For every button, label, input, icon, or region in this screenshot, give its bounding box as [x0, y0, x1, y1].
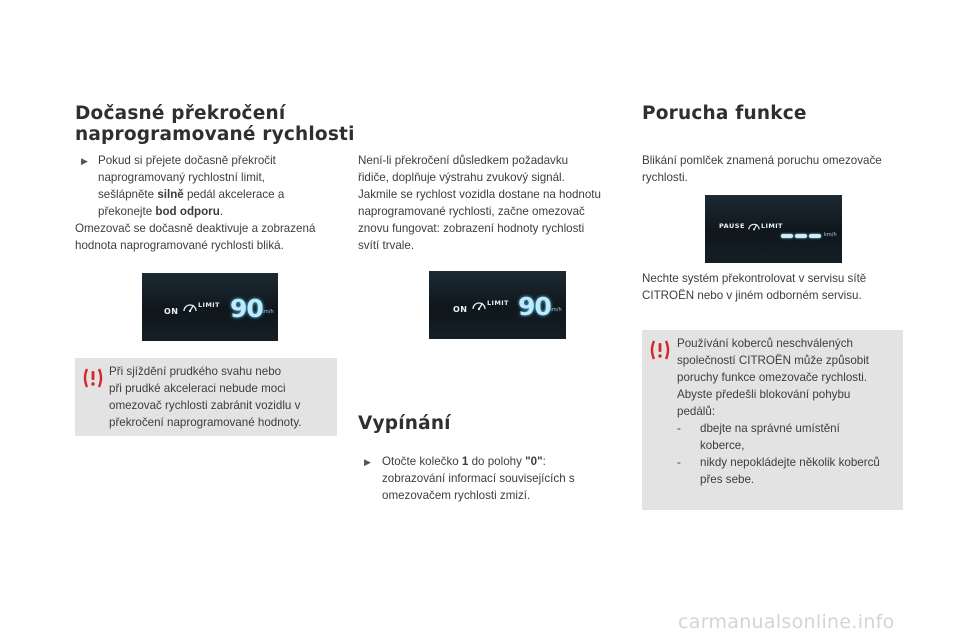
display-limit: LIMIT [487, 299, 509, 307]
display-limit: LIMIT [198, 301, 220, 309]
speed-limiter-icon [471, 298, 487, 312]
middle-bullet-text: Otočte kolečko 1 do polohy "0": zobrazování informací souvisejících s omezovačem rychlosti zmizí. [382, 455, 575, 502]
display-mode: ON [164, 307, 179, 316]
arrow-bullet-icon: ▶︎ [81, 156, 88, 166]
blinking-dash [795, 234, 807, 238]
display-mode: ON [453, 305, 468, 314]
display-speed: 90 [230, 294, 263, 323]
warning-text-left: Při sjíždění prudkého svahu nebo při prudké akceleraci nebude moci omezovač rychlosti zabránit vozidlu v překročení naprogramované hodnoty. [109, 365, 302, 429]
title-line: naprogramované rychlosti [75, 124, 355, 145]
warning-list-item: - nikdy nepokládejte několik koberců přes sebe. [677, 456, 880, 486]
warning-text-right: Používání koberců neschválených společností CITROËN může způsobit poruchy funkce omezovače rychlosti. Abyste předešli blokování pohybu pedálů: [677, 337, 870, 418]
warning-panel-right [642, 330, 903, 510]
exclamation-warning-icon [82, 368, 104, 388]
section-title-switch-off: Vypínání [358, 413, 451, 434]
warning-panel-left [75, 358, 337, 436]
middle-paragraph: Není-li překročení důsledkem požadavku řidiče, doplňuje výstrahu zvukový signál. Jakmile se rychlost vozidla dostane na hodnotu naprogramované rychlosti, začne omezovač znovu fungovat: zobrazení hodnoty rychlosti svítí trvale. [358, 154, 601, 252]
blinking-dash [781, 234, 793, 238]
section-title-temporary-exceed [75, 103, 355, 145]
display-unit: km/h [549, 307, 562, 313]
display-speed: 90 [518, 292, 551, 321]
warning-list-item: - dbejte na správné umístění koberce, [677, 422, 840, 452]
watermark: carmanualsonline.info [678, 611, 895, 633]
right-paragraph-2: Nechte systém překontrolovat v servisu sítě CITROËN nebo v jiném odborném servisu. [642, 272, 867, 302]
section-title-malfunction: Porucha funkce [642, 103, 807, 124]
left-bullet-text: Pokud si přejete dočasně překročit naprogramovaný rychlostní limit, sešlápněte silně pedál akcelerace a překonejte bod odporu. [98, 154, 285, 218]
display-mode: PAUSE [719, 222, 745, 230]
speed-limiter-icon [747, 220, 761, 232]
speed-limiter-icon [182, 300, 198, 314]
speed-display-middle [429, 271, 566, 339]
exclamation-warning-icon [649, 340, 671, 360]
title-line: Dočasné překročení [75, 103, 286, 124]
left-paragraph: Omezovač se dočasně deaktivuje a zobrazená hodnota naprogramované rychlosti bliká. [75, 222, 316, 252]
speed-display-right [705, 195, 842, 263]
display-unit: km/h [824, 232, 837, 238]
display-limit: LIMIT [761, 222, 783, 230]
blinking-dash [809, 234, 821, 238]
right-paragraph-1: Blikání pomlček znamená poruchu omezovače rychlosti. [642, 154, 882, 184]
speed-display-left [142, 273, 278, 341]
display-unit: km/h [261, 309, 274, 315]
arrow-bullet-icon: ▶︎ [364, 457, 371, 467]
